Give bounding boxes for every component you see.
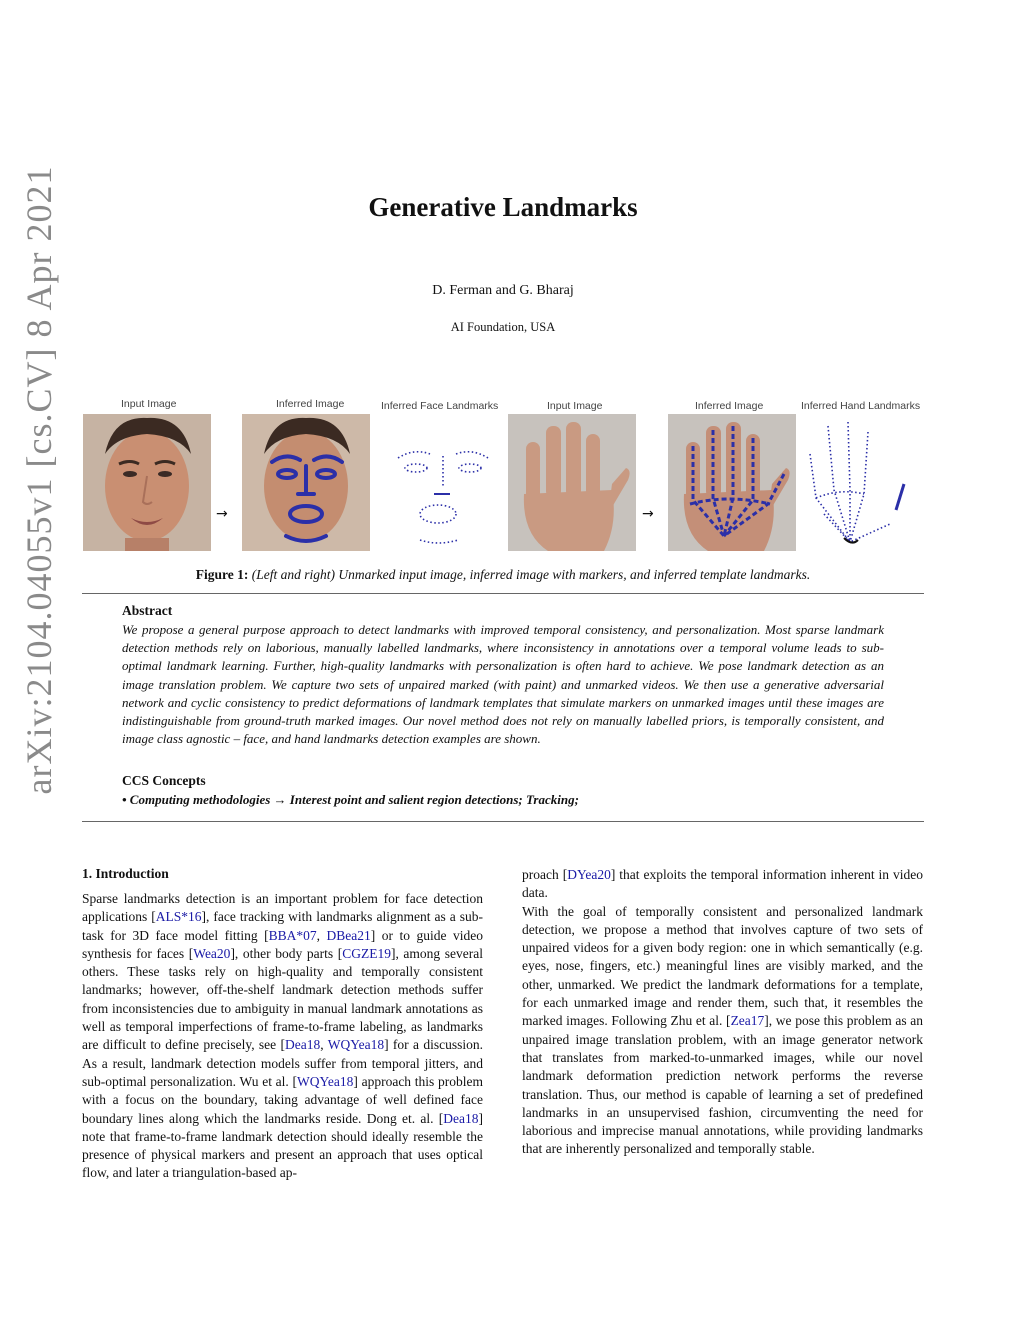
citation-link[interactable]: ALS*16 bbox=[155, 909, 202, 925]
text-run: proach [ bbox=[522, 867, 568, 882]
hand-landmarks-template bbox=[800, 414, 924, 551]
intro-paragraph-2 bbox=[522, 866, 923, 903]
text-run: ] that exploits the temporal information inherent in video data. bbox=[522, 867, 924, 901]
citation-link[interactable]: Wea20 bbox=[193, 945, 231, 961]
text-run: ] or to guide video synthesis for faces [ bbox=[82, 927, 483, 961]
citation-link[interactable]: DBea21 bbox=[326, 927, 371, 943]
abstract-heading: Abstract bbox=[122, 603, 173, 618]
authors: D. Ferman and G. Bharaj bbox=[432, 283, 574, 298]
citation-link[interactable]: WQYea18 bbox=[297, 1073, 354, 1089]
citation-link[interactable]: DYea20 bbox=[567, 867, 611, 882]
text-run: , bbox=[320, 1037, 328, 1053]
citation-link[interactable]: Zea17 bbox=[730, 1013, 765, 1029]
intro-paragraph-1 bbox=[82, 890, 483, 1183]
face-input-image bbox=[83, 414, 211, 551]
face-arrow: → bbox=[216, 506, 228, 522]
divider-top bbox=[82, 593, 924, 594]
label-hand-inferred: Inferred Image bbox=[695, 400, 764, 412]
section-heading-introduction: 1. Introduction bbox=[82, 866, 169, 881]
intro-right-column bbox=[522, 866, 923, 1159]
caption-text: (Left and right) Unmarked input image, inferred image with markers, and inferred template landmarks. bbox=[251, 567, 811, 582]
ccs-body: • Computing methodologies → Interest point and salient region detections; Tracking; bbox=[122, 792, 579, 807]
text-run: ] for a discussion. As a result, landmark detection models suffer from temporal jitters, and sub-optimal personalization. Wu et al. [ bbox=[82, 1037, 483, 1089]
hand-inferred-image bbox=[668, 414, 796, 551]
text-run: ], other body parts [ bbox=[230, 945, 343, 961]
face-landmarks-template bbox=[380, 414, 506, 551]
ccs-heading: CCS Concepts bbox=[122, 773, 206, 788]
text-run: ] approach this problem with a focus on the boundary, taking advantage of well defined face boundary lines along which the landmarks reside. Dong et. al. [ bbox=[82, 1073, 483, 1126]
caption-label: Figure 1: bbox=[195, 567, 249, 582]
arxiv-identifier: arXiv:2104.04055v1 [cs.CV] 8 Apr 2021 bbox=[19, 165, 59, 795]
intro-left-column bbox=[82, 890, 483, 1183]
label-face-input: Input Image bbox=[121, 398, 177, 410]
face-inferred-image bbox=[242, 414, 370, 551]
text-run: ], we pose this problem as an unpaired image translation problem, with an image generator network that translates from marked-to-unmarked images, while our novel landmark deformation prediction network performs the reverse translation. Thus, our method is capable of learning a set of predefined landmarks in an unsupervised fashion, circumventing the need for laborious and imprecise manual annotations, while providing landmarks that are inherently personalized and temporally stable. bbox=[522, 1013, 923, 1157]
label-face-landmarks: Inferred Face Landmarks bbox=[381, 400, 499, 412]
intro-paragraph-3 bbox=[522, 903, 923, 1159]
text-run: ], face tracking with landmarks alignment as a sub-task for 3D face model fitting [ bbox=[82, 909, 483, 943]
label-hand-input: Input Image bbox=[547, 400, 603, 412]
text-run: , bbox=[316, 927, 327, 943]
hand-input-image bbox=[508, 414, 636, 551]
divider-bottom bbox=[82, 821, 924, 822]
figure-caption bbox=[82, 567, 924, 583]
hand-arrow: → bbox=[642, 506, 654, 522]
text-run: With the goal of temporally consistent and personalized landmark detection, we propose a method that involves capture of two sets of unpaired videos for a given body region: one in which semantically (e.g. eyes, nose, fingers, etc.) meaningful lines are visibly marked, and the other, unmarked. We predict the landmark deformations for a template, for each unmarked image and render them, such that, it resembles the marked images. Following Zhu et al. [ bbox=[522, 903, 923, 1029]
citation-link[interactable]: WQYea18 bbox=[327, 1037, 385, 1053]
affiliation: AI Foundation, USA bbox=[450, 320, 556, 334]
citation-link[interactable]: CGZE19 bbox=[342, 945, 391, 961]
citation-link[interactable]: Dea18 bbox=[285, 1037, 321, 1053]
paper-title: Generative Landmarks bbox=[368, 192, 638, 222]
label-hand-landmarks: Inferred Hand Landmarks bbox=[801, 400, 921, 412]
text-run: Sparse landmarks detection is an important problem for face detection applications [ bbox=[82, 891, 483, 925]
text-run: ] note that frame-to-frame landmark detection should ideally resemble the presence of physical markers and present an approach that uses optical flow, and later a triangulation-based ap- bbox=[82, 1110, 483, 1181]
label-face-inferred: Inferred Image bbox=[276, 398, 345, 410]
citation-link[interactable]: Dea18 bbox=[443, 1110, 479, 1126]
text-run: ], among several others. These tasks rely on high-quality and temporally consistent landmarks; however, off-the-shelf landmark detection methods suffer from inconsistencies due to ambiguity in manual landmark annotations as well as temporal imperfections of frame-to-frame labeling, as landmarks are difficult to define precisely, see [ bbox=[82, 945, 483, 1053]
citation-link[interactable]: BBA*07 bbox=[268, 927, 317, 943]
abstract-body: We propose a general purpose approach to detect landmarks with improved temporal consistency, and personalization. Most sparse landmark detection methods rely on laborious, manually labelled landmarks, where inconsistency in annotations over a temporal volume leads to sub-optimal landmark learning. Further, high-quality landmarks with personalization is often hard to achieve. We pose landmark detection as an image translation problem. We capture two sets of unpaired marked (with paint) and unmarked videos. We then use a generative adversarial network and cyclic consistency to predict deformations of landmark templates that simulate markers on unmarked images until these images are indistinguishable from ground-truth marked images. Our novel method does not rely on manually labelled priors, is temporally consistent, and image class agnostic – face, and hand landmarks detection examples are shown. bbox=[122, 622, 884, 747]
